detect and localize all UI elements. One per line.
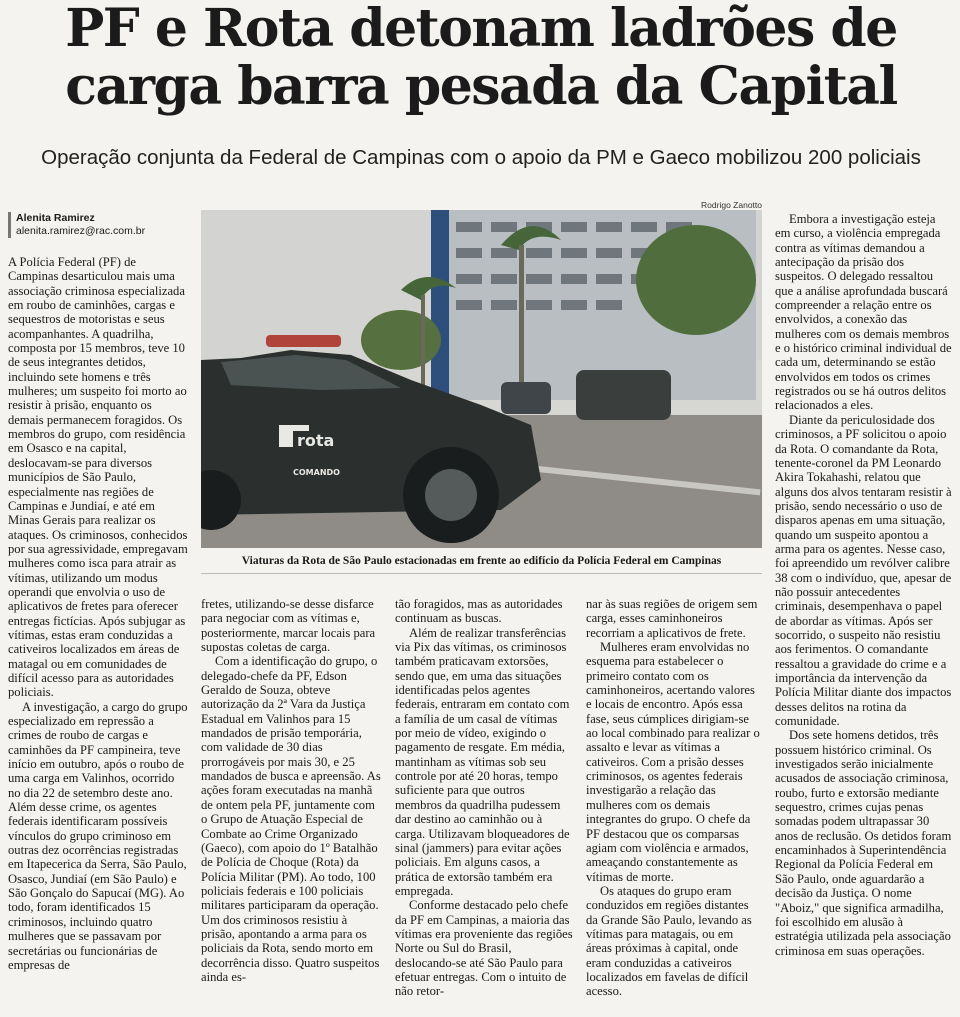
paragraph: Além de realizar transferências via Pix das vítimas, os criminosos também praticavam extorsões, sendo que, em uma das situações identificadas pelos agentes federais, entraram em contato com a família de um casal de vítimas por meio de vídeo, exigindo o pagamento de resgate. Em média, mantinham as vítimas sob seu controle por até 20 horas, tempo suficiente para que outros membros da quadrilha pudessem dar destino ao caminhão ou à carga. Utilizavam bloqueadores de sinal (jammers) para evitar ações policiais. Em alguns casos, a prática de extorsão também era empregada. bbox=[395, 625, 570, 898]
paragraph: Conforme destacado pelo chefe da PF em Campinas, a maioria das vítimas era proveniente das regiões Norte ou Sul do Brasil, deslocando-se até São Paulo para efetuar entregas. Com o intuito de não retor- bbox=[395, 898, 573, 999]
paragraph: Embora a investigação esteja em curso, a violência empregada contra as vítimas demandou a antecipação da prisão dos suspeitos. O delegado ressaltou que a análise aprofundada buscará compreender a relação entre os envolvidos, a conexão das mulheres com os demais membros e o histórico criminal individual de cada um, determinando se estão envolvidos em todos os crimes registrados ou se há outros delitos relacionados a eles. bbox=[775, 212, 952, 413]
caption-divider bbox=[201, 573, 762, 574]
paragraph: A Polícia Federal (PF) de Campinas desarticulou mais uma associação criminosa especializada em roubo de caminhões, cargas e sequestros de motoristas e seus acompanhantes. A quadrilha, composta por 15 membros, teve 10 de seus integrantes detidos, incluindo sete homens e três mulheres; um suspeito foi morto ao resistir à prisão, enquanto os demais permanecem foragidos. Os membros do grupo, com residência em Osasco e na capital, deslocavam-se para diversos municípios de São Paulo, especialmente nas regiões de Campinas e Jundiaí, e até em Minas Gerais para realizar os ataques. Os criminosos, conhecidos por sua agressividade, empregavam mulheres como isca para atrair as vítimas, utilizando um modus operandi que envolvia o uso de aplicativos de fretes para oferecer entregas fictícias. Após subjugar as vítimas, estas eram conduzidas a cativeiros localizados em áreas de matagal ou em comunidades de difícil acesso para as autoridades policiais. bbox=[8, 255, 188, 700]
subheadline: Operação conjunta da Federal de Campinas com o apoio da PM e Gaeco mobilizou 200 policiais bbox=[41, 146, 921, 169]
paragraph: fretes, utilizando-se desse disfarce para negociar com as vítimas e, posteriormente, marcar locais para supostas coletas de carga. bbox=[201, 597, 376, 655]
paragraph: A investigação, a cargo do grupo especializado em repressão a crimes de roubo de cargas e caminhões da PF campineira, teve início em outubro, após o roubo de uma carga em Valinhos, ocorrido no dia 22 de setembro deste ano. Além desse crime, os agentes federais identificaram possíveis vínculos do grupo criminoso em outras dez ocorrências registradas em Itapecerica da Serra, São Paulo, Osasco, Jundiaí (em São Paulo) e São Gonçalo do Sapucaí (MG). Ao todo, foram identificados 15 criminosos, incluindo quatro mulheres que se passavam por secretárias ou funcionárias de empresas de bbox=[8, 699, 188, 972]
paragraph: tão foragidos, mas as autoridades continuam as buscas. bbox=[395, 597, 563, 626]
author-email: alenita.ramirez@rac.com.br bbox=[16, 225, 146, 237]
vehicle-plate: COMANDO bbox=[293, 468, 340, 477]
article-column-3 bbox=[395, 597, 573, 1010]
paragraph: Mulheres eram envolvidas no esquema para estabelecer o primeiro contato com os caminhoneiros, acertando valores e locais de encontro. Após essa fase, seus cúmplices dirigiam-se ao local combinado para realizar o assalto e levar as vítimas a cativeiros. Com a prisão desses criminosos, os agentes federais investigarão a relação das mulheres com os demais integrantes do grupo. O chefe da PF destacou que os comparsas agiam com violência e armados, ameaçando constantemente as vítimas de morte. bbox=[586, 640, 760, 884]
paragraph: Dos sete homens detidos, três possuem histórico criminal. Os investigados serão inicialmente acusados de associação criminosa, roubo, furto e extorsão mediante sequestro, crimes cujas penas somadas podem ultrapassar 30 anos de reclusão. Os detidos foram encaminhados à Superintendência Regional da Polícia Federal em São Paulo, onde aguardarão a decisão da Justiça. O nome "Aboiz," que significa armadilha, foi escolhido em alusão à estratégia utilizada pela associação criminosa em suas operações. bbox=[775, 728, 952, 958]
article-column-4 bbox=[586, 597, 761, 1010]
photo-credit: Rodrigo Zanotto bbox=[701, 200, 762, 210]
paragraph: Diante da periculosidade dos criminosos, a PF solicitou o apoio da Rota. O comandante da Rota, tenente-coronel da PM Leonardo Akira Tokahashi, relatou que alguns dos alvos tentaram resistir à prisão, sendo necessário o uso de disparos apenas em uma situação, quando um suspeito apontou a arma para os agentes. Nesse caso, foi apreendido um revólver calibre 38 com o indivíduo, que, apesar de não possuir antecedentes criminais, desempenhava o papel de abordar as vítimas. Após ser socorrido, o suspeito não resistiu aos ferimentos. O comandante ressaltou a gravidade do crime e a importância da intervenção da Polícia Militar diante dos impactos desses delitos na rotina da comunidade. bbox=[775, 412, 952, 729]
paragraph: Com a identificação do grupo, o delegado-chefe da PF, Edson Geraldo de Souza, obteve autorização da 2ª Vara da Justiça Estadual em Valinhos para 15 mandados de prisão temporária, com validade de 30 dias prorrogáveis por mais 30, e 25 mandados de busca e apreensão. As ações foram executadas na manhã de ontem pela PF, juntamente com o Grupo de Atuação Especial de Combate ao Crime Organizado (Gaeco), com apoio do 1º Batalhão de Polícia de Choque (Rota) da Polícia Militar (PM). Ao todo, 100 policiais federais e 100 policiais militares participaram da operação. Um dos criminosos resistiu à prisão, apontando a arma para os policiais da Rota, sendo morto em decorrência disso. Quatro suspeitos ainda es- bbox=[201, 654, 381, 984]
article-column-5 bbox=[775, 212, 953, 1010]
article-column-2 bbox=[201, 597, 383, 1010]
byline bbox=[8, 212, 196, 238]
author-name: Alenita Ramirez bbox=[16, 212, 95, 224]
vehicle-logo: rota bbox=[297, 431, 335, 450]
photo-caption: Viaturas da Rota de São Paulo estacionadas em frente ao edifício da Polícia Federal em Campinas bbox=[241, 555, 722, 567]
paragraph: Os ataques do grupo eram conduzidos em regiões distantes da Grande São Paulo, levando as vítimas para matagais, ou em áreas próximas à capital, onde eram conduzidas a cativeiros localizados em favelas de difícil acesso. bbox=[586, 883, 752, 999]
article-column-1 bbox=[8, 255, 188, 1010]
headline: PF e Rota detonam ladrões de carga barra pesada da Capital bbox=[65, 0, 897, 117]
police-vehicles-photo bbox=[201, 210, 762, 548]
paragraph: nar às suas regiões de origem sem carga, esses caminhoneiros recorriam a aplicativos de frete. bbox=[586, 597, 758, 640]
news-photo bbox=[201, 210, 762, 548]
